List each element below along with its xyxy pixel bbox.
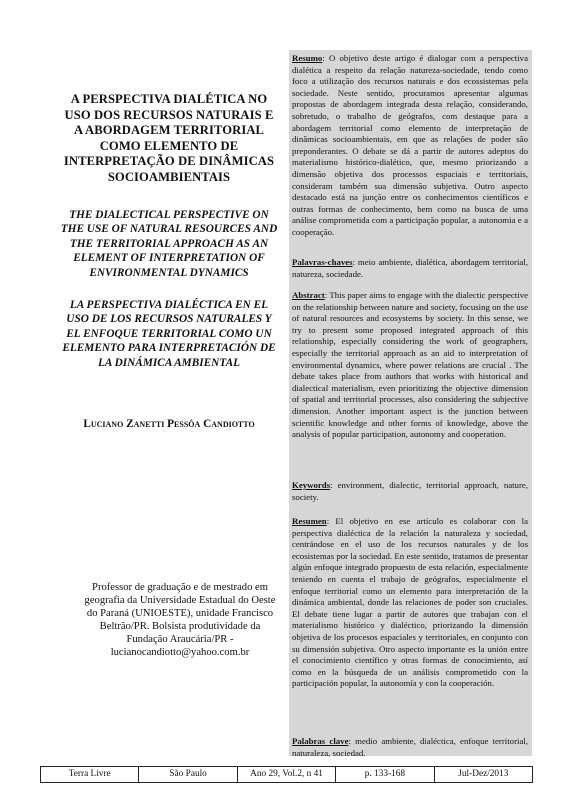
footer-city: São Paulo [138, 767, 236, 782]
palavras-chaves-block: Palavras-chaves: meio ambiente, dialética, abordagem territorial, natureza, sociedade. [292, 257, 528, 279]
keywords-label: Keywords [292, 480, 331, 490]
palabras-clave-block: Palabras clave: medio ambiente, dialéctica, enfoque territorial, naturaleza, sociedad. [292, 736, 528, 758]
resumo-text: O objetivo deste artigo é dialogar com a perspectiva dialética a respeito da relação natureza-sociedade, tendo como foco a utilização dos recursos naturais e dos ecossistemas pela sociedade. Neste sentido, procuramos apresentar algumas propostas de abordagem integrada desta relação, considerando, sobretudo, o trabalho de geógrafos, com destaque para a abordagem territorial como elemento de interpretação de dinâmicas socioambientais, em que as relações de poder são preponderantes. O debate se dá a partir de autores adeptos do materialismo histórico-dialético, que, mesmo priorizando a dimensão objetiva dos processos espaciais e territoriais, consideram também sua dimensão subjetiva. Outro aspecto destacado está na junção entre os conhecimentos científicos e outras formas de conhecimento, bem como na busca de uma análise comprometida com a participação popular, a autonomia e a cooperação. [292, 53, 528, 237]
palavras-label: Palavras-chaves [292, 257, 353, 267]
author-name: Luciano Zanetti Pessôa Candiotto [83, 417, 255, 430]
footer-citation [40, 766, 533, 783]
footer-pages: p. 133-168 [335, 767, 433, 782]
abstract-label: Abstract [292, 290, 325, 300]
footer-journal: Terra Livre [68, 769, 111, 779]
title-english: THE DIALECTICAL PERSPECTIVE ON THE USE OF NATURAL RESOURCES AND THE TERRITORIAL APPROACH AS AN ELEMENT OF INTERPRETATION OF ENVIRONMENTAL DYNAMICS [60, 208, 278, 279]
footer-volume: Ano 29, Vol.2, n 41 [237, 767, 335, 782]
title-column [60, 92, 278, 431]
title-portuguese: A PERSPECTIVA DIALÉTICA NO USO DOS RECURSOS NATURAIS E A ABORDAGEM TERRITORIAL COMO ELEMENTO DE INTERPRETAÇÃO DE DINÂMICAS SOCIOAMBIENTAIS [63, 92, 275, 184]
keywords-block: Keywords: environment, dialectic, territorial approach, nature, society. [292, 480, 528, 502]
resumen-label: Resumen [292, 516, 327, 526]
palabras-text: medio ambiente, dialéctica, enfoque territorial, naturaleza, sociedad. [292, 736, 528, 758]
resumen-text: El objetivo en ese artículo es colaborar con la perspectiva dialéctica de la relación la naturaleza y sociedad, centrándose en el uso de los recursos naturales y de los ecosistemas por la sociedad. En este sentido, tratamos de presentar algún enfoque integrado propuesto de esta relación, especialmente teniendo en cuenta el trabajo de geógrafos, especialmente el enfoque territorial como un elemento para interpretación de la dinámica ambiental, donde las relaciones de poder son cruciales. El debate tiene lugar a partir de autores que trabajan con el materialismo histórico y dialéctico, priorizando la dimensión objetiva de los procesos espaciales y territoriales, en conjunto con su dimensión subjetiva. Otro aspecto importante es la unión entre el conocimiento científico y otras formas de conocimiento, así como en la búsqueda de un análisis comprometido con la participación popular, la autonomía y con la cooperación. [292, 516, 529, 689]
abstract-text: This paper aims to engage with the dialectic perspective on the relationship between nature and society, focusing on the use of natural resources and ecosystems by society. In this sense, we try to present some proposed integrated approach of this relationship, especially considering the work of geographers, especially the territorial approach as an aid to interpretation of environmental dynamics, where power relations are crucial . The debate takes place from authors that works with historical and dialectical materialism, even prioritizing the objective dimension of spatial and territorial processes, also considering the subjective dimension. Another important aspect is the junction between scientific knowledge and other forms of knowledge, above the analysis of popular participation, autonomy and cooperation. [292, 290, 528, 440]
title-spanish: LA PERSPECTIVA DIALÉCTICA EN EL USO DE LOS RECURSOS NATURALES Y EL ENFOQUE TERRITORIAL COMO UN ELEMENTO PARA INTERPRETACIÓN DE LA DINÁMICA AMBIENTAL [62, 298, 276, 369]
abstracts-box [289, 50, 532, 756]
palavras-text: meio ambiente, dialética, abordagem territorial, natureza, sociedade. [292, 257, 528, 279]
resumo-label: Resumo [292, 53, 323, 63]
palabras-label: Palabras clave [292, 736, 349, 746]
author-bio: Professor de graduação e de mestrado em geografia da Universidade Estadual do Oeste do Paraná (UNIOESTE), unidade Francisco Beltrão/PR. Bolsista produtividade da Fundação Araucária/PR - lucianocandiotto@yahoo.com.br [84, 582, 276, 659]
keywords-text: environment, dialectic, territorial approach, nature, society. [292, 480, 528, 502]
resumo-block: Resumo: O objetivo deste artigo é dialogar com a perspectiva dialética a respeito da relação natureza-sociedade, tendo como foco a utilização dos recursos naturais e dos ecossistemas pela sociedade. Neste sentido, procuramos apresentar algumas propostas de abordagem integrada desta relação, considerando, sobretudo, o trabalho de geógrafos, com destaque para a abordagem territorial como elemento de interpretação de dinâmicas socioambientais, em que as relações de poder são preponderantes. O debate se dá a partir de autores adeptos do materialismo histórico-dialético, que, mesmo priorizando a dimensão objetiva dos processos espaciais e territoriais, consideram também sua dimensão subjetiva. Outro aspecto destacado está na junção entre os conhecimentos científicos e outras formas de conhecimento, bem como na busca de uma análise comprometida com a participação popular, a autonomia e a cooperação. [292, 53, 528, 237]
resumen-block: Resumen: El objetivo en ese artículo es colaborar con la perspectiva dialéctica de la relación la naturaleza y sociedad, centrándose en el uso de los recursos naturales y de los ecosistemas por la sociedad. En este sentido, tratamos de presentar algún enfoque integrado propuesto de esta relación, especialmente teniendo en cuenta el trabajo de geógrafos, especialmente el enfoque territorial como un elemento para interpretación de la dinámica ambiental, donde las relaciones de poder son cruciales. El debate tiene lugar a partir de autores que trabajan con el materialismo histórico y dialéctico, priorizando la dimensión objetiva de los procesos espaciales y territoriales, en conjunto con su dimensión subjetiva. Otro aspecto importante es la unión entre el conocimiento científico y otras formas de conocimiento, así como en la búsqueda de un análisis comprometido con la participación popular, la autonomía y con la cooperación. [292, 516, 529, 689]
abstract-block: Abstract: This paper aims to engage with the dialectic perspective on the relationship between nature and society, focusing on the use of natural resources and ecosystems by society. In this sense, we try to present some proposed integrated approach of this relationship, especially considering the work of geographers, especially the territorial approach as an aid to interpretation of environmental dynamics, where power relations are crucial . The debate takes place from authors that works with historical and dialectical materialism, even prioritizing the objective dimension of spatial and territorial processes, also considering the subjective dimension. Another important aspect is the junction between scientific knowledge and other forms of knowledge, above the analysis of popular participation, autonomy and cooperation. [292, 290, 528, 440]
footer-date: Jul-Dez/2013 [434, 767, 532, 782]
